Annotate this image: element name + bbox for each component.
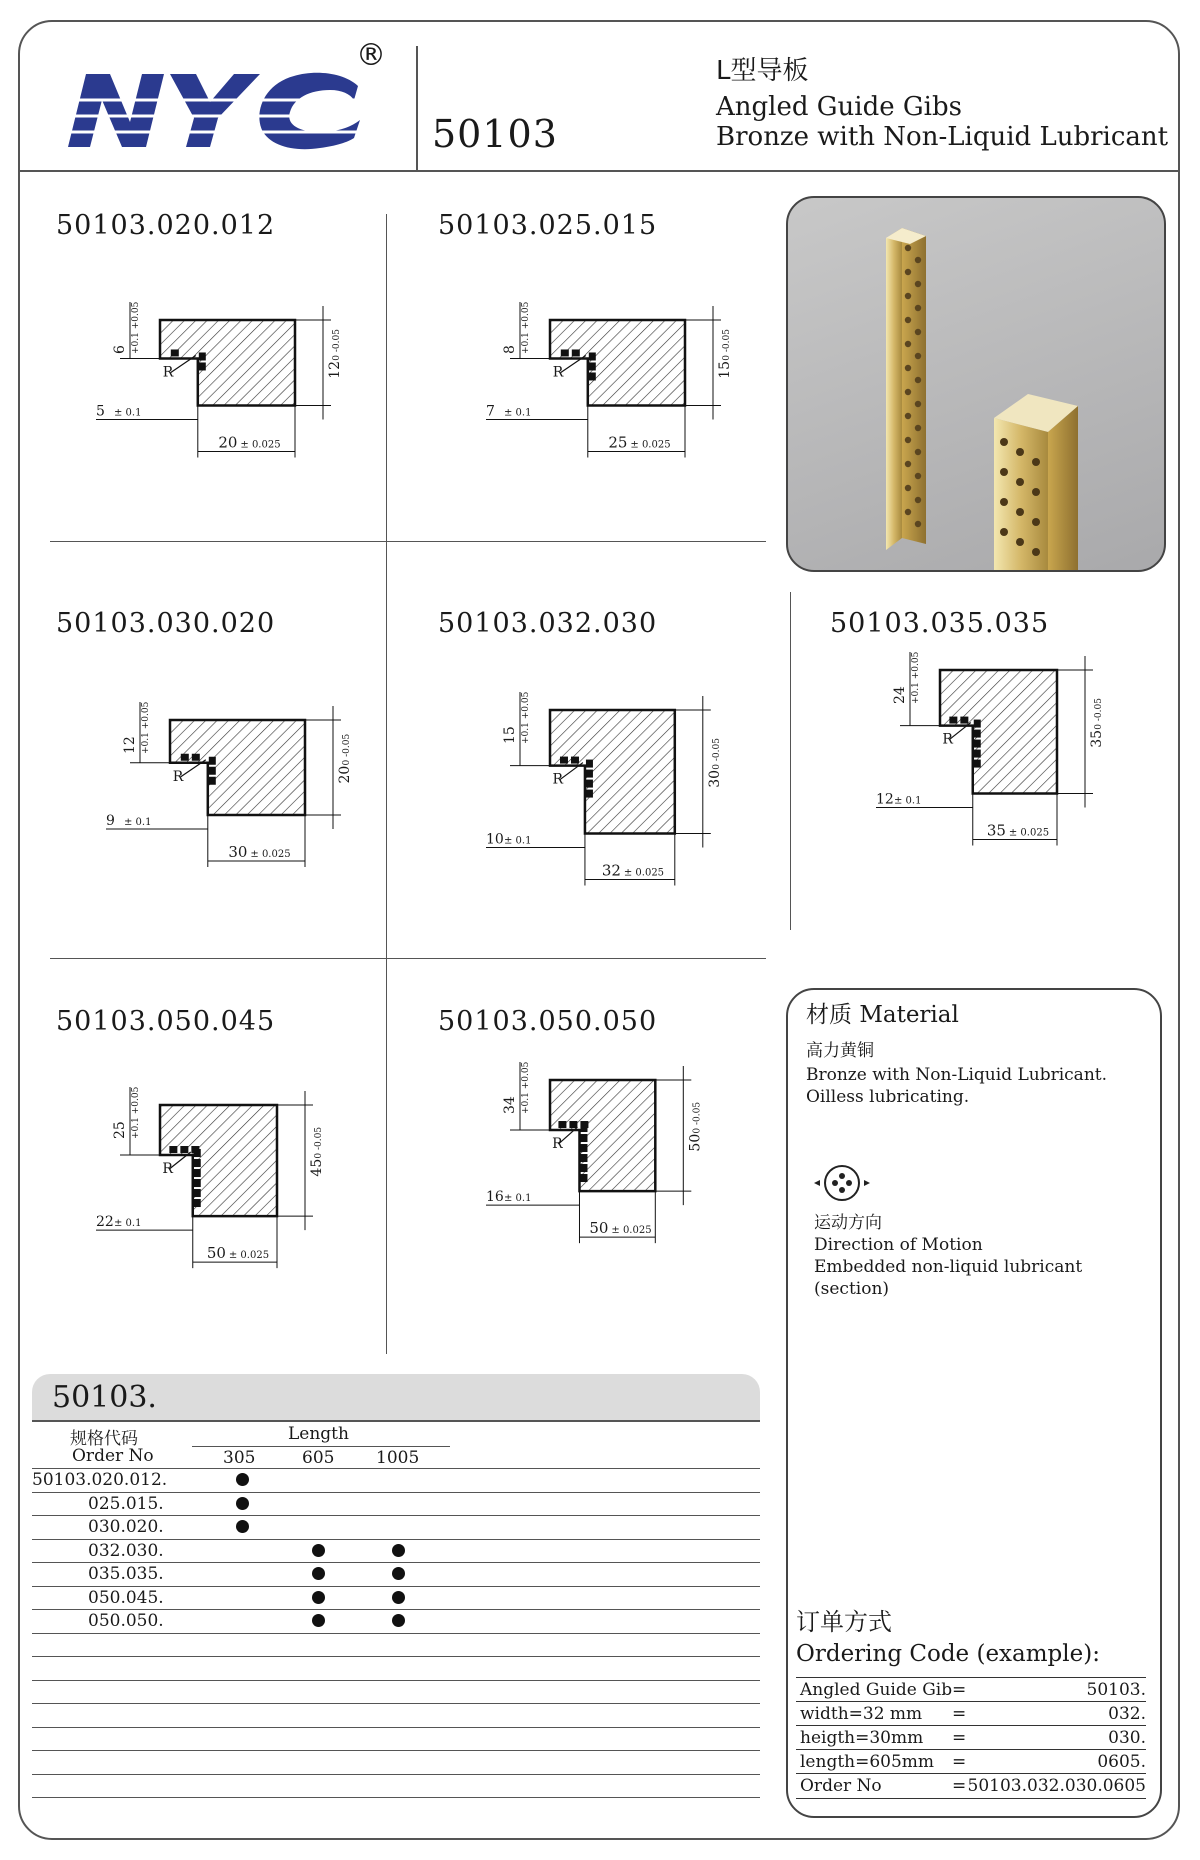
lubricant-plug — [915, 353, 921, 359]
width-value: 35 — [986, 821, 1006, 840]
availability-dot — [392, 1567, 405, 1580]
gib-profile — [550, 710, 675, 834]
depth-tol: +0.1 +0.05 — [521, 301, 531, 354]
col-length: Length — [288, 1424, 349, 1444]
table-rule — [32, 1703, 760, 1704]
lubricant-plug — [1032, 518, 1040, 526]
width-value: 32 — [601, 861, 621, 880]
radius-label: R — [942, 731, 953, 748]
height-value: 12 — [327, 360, 343, 379]
len-305: 305 — [223, 1448, 256, 1468]
availability-dot — [392, 1614, 405, 1627]
plug-mark — [580, 1121, 588, 1128]
profile-drawing-4 — [470, 690, 750, 920]
plug-mark — [169, 1146, 177, 1153]
lubricant-plug — [1016, 478, 1024, 486]
table-header-rule — [32, 1420, 760, 1422]
lubricant-plug — [915, 257, 921, 263]
depth-value: 6 — [112, 345, 128, 354]
plug-mark — [580, 1164, 587, 1172]
offset-tol: ± 0.1 — [114, 407, 142, 419]
lubricant-plug — [915, 329, 921, 335]
part-code-6: 50103.050.045 — [56, 1006, 276, 1037]
lubricant-plug — [905, 389, 911, 395]
plug-mark — [586, 780, 593, 788]
offset-tol: ± 0.1 — [894, 795, 922, 807]
table-rule — [32, 1750, 760, 1751]
ordering-rule — [796, 1773, 1146, 1774]
embedded-lubricant: Embedded non-liquid lubricant — [814, 1257, 1083, 1277]
profile-svg — [80, 300, 343, 510]
lubricant-plug — [905, 341, 911, 347]
gib-profile — [940, 670, 1057, 794]
ordering-row-eq: = — [952, 1728, 967, 1748]
ordering-row-eq: = — [952, 1776, 967, 1796]
offset-value: 10 — [486, 831, 504, 848]
ordering-row-value: 50103.032.030.0605 — [967, 1776, 1146, 1796]
availability-dot — [312, 1614, 325, 1627]
lubricant-plug — [915, 281, 921, 287]
ordering-title-zh: 订单方式 — [796, 1608, 892, 1636]
lubricant-plug — [1032, 488, 1040, 496]
lubricant-plug — [915, 305, 921, 311]
offset-value: 16 — [486, 1189, 504, 1206]
table-rule — [32, 1727, 760, 1728]
width-value: 25 — [608, 433, 628, 452]
ordering-row-label: Angled Guide Gib — [800, 1680, 953, 1700]
part-code-2: 50103.025.015 — [438, 210, 658, 241]
width-tol: ± 0.025 — [228, 1250, 270, 1262]
plug-mark — [194, 1169, 201, 1177]
title-zh: L型导板 — [716, 56, 809, 86]
width-tol: ± 0.025 — [240, 439, 281, 451]
plug-mark — [589, 372, 596, 380]
lubricant-plug — [1000, 438, 1008, 446]
direction-of-motion-icon — [812, 1162, 872, 1208]
radius-label: R — [552, 364, 564, 381]
len-1005: 1005 — [376, 1448, 420, 1468]
plug-mark — [580, 1154, 587, 1162]
plug-mark — [589, 352, 596, 360]
table-row-code: 50103.020.012. — [32, 1470, 168, 1490]
depth-tol: +0.1 +0.05 — [521, 691, 531, 744]
offset-tol: ± 0.1 — [124, 817, 152, 828]
plug-mark — [586, 790, 593, 798]
brand-logo — [58, 42, 388, 162]
plug-mark — [194, 1159, 201, 1167]
lubricant-plug — [905, 437, 911, 443]
lubricant-plug — [905, 461, 911, 467]
offset-tol: ± 0.1 — [114, 1218, 142, 1230]
table-rule — [32, 1468, 760, 1469]
plug-mark — [561, 349, 569, 356]
lubricant-plug — [915, 401, 921, 407]
availability-dot — [312, 1591, 325, 1604]
table-row-code: 030.020. — [88, 1517, 164, 1537]
depth-value: 34 — [502, 1096, 518, 1114]
availability-dot — [312, 1544, 325, 1557]
availability-dot — [392, 1544, 405, 1557]
lubricant-plug — [1016, 538, 1024, 546]
table-row-code: 025.015. — [88, 1493, 164, 1514]
profile-drawing-3 — [90, 700, 380, 920]
plug-mark — [960, 717, 968, 724]
height-tol: 0 -0.05 — [1094, 698, 1104, 730]
grid-vline-2 — [790, 592, 791, 930]
gib-profile — [160, 1105, 277, 1216]
radius-label: R — [552, 1136, 563, 1153]
offset-tol: ± 0.1 — [504, 407, 532, 419]
plug-mark — [199, 362, 206, 370]
offset-value: 22 — [96, 1214, 114, 1231]
plug-mark — [209, 757, 216, 765]
lubricant-plug — [905, 293, 911, 299]
material-desc-1: Bronze with Non-Liquid Lubricant. — [806, 1065, 1108, 1085]
width-value: 30 — [228, 843, 248, 861]
profile-svg — [80, 1085, 360, 1325]
lubricant-plug — [915, 425, 921, 431]
depth-value: 25 — [112, 1121, 128, 1139]
plug-mark — [180, 1146, 188, 1153]
table-rule — [32, 1609, 760, 1610]
radius-label: R — [172, 768, 184, 785]
profile-svg — [470, 1060, 760, 1310]
lubricant-plug — [905, 245, 911, 251]
part-code-3: 50103.030.020 — [56, 608, 276, 639]
depth-tol: +0.1 +0.05 — [521, 1061, 531, 1114]
profile-drawing-5 — [860, 650, 1130, 890]
table-row-code: 035.035. — [88, 1564, 164, 1584]
depth-value: 8 — [502, 345, 518, 354]
table-rule — [32, 1539, 760, 1540]
plug-mark — [586, 760, 593, 768]
ordering-rule — [796, 1798, 1146, 1799]
depth-tol: +0.1 +0.05 — [141, 701, 151, 754]
table-rule — [32, 1515, 760, 1516]
availability-dot — [392, 1591, 405, 1604]
lubricant-plug — [905, 413, 911, 419]
grid-hline-2 — [50, 958, 766, 959]
lubricant-plug — [905, 269, 911, 275]
table-rule — [32, 1797, 760, 1798]
profile-drawing-6 — [80, 1085, 360, 1325]
plug-mark — [194, 1189, 201, 1197]
gib-profile — [160, 320, 295, 406]
plug-mark — [974, 720, 981, 728]
lubricant-plug — [905, 365, 911, 371]
lubricant-plug — [915, 473, 921, 479]
lubricant-plug — [1016, 508, 1024, 516]
plug-mark — [209, 777, 216, 785]
material-name-zh: 高力黄铜 — [806, 1041, 874, 1061]
height-value: 20 — [337, 765, 353, 784]
profile-svg — [470, 300, 750, 510]
height-value: 45 — [309, 1158, 325, 1177]
material-title-zh: 材质 — [806, 1002, 852, 1028]
ordering-row-eq: = — [952, 1680, 967, 1700]
ordering-row-label: width=32 mm — [800, 1704, 923, 1724]
height-tol: 0 -0.05 — [692, 1101, 703, 1134]
ordering-row-label: Order No — [800, 1776, 882, 1796]
height-value: 35 — [1089, 729, 1105, 748]
plug-mark — [580, 1144, 587, 1152]
plug-mark — [586, 770, 593, 778]
part-code-1: 50103.020.012 — [56, 210, 276, 241]
motion-zh: 运动方向 — [814, 1213, 882, 1233]
availability-dot — [236, 1520, 249, 1533]
plug-mark — [558, 1121, 566, 1128]
height-value: 30 — [706, 769, 723, 788]
table-rule — [32, 1680, 760, 1681]
plug-mark — [589, 362, 596, 370]
radius-label: R — [162, 1161, 173, 1178]
section-note: (section) — [814, 1279, 890, 1299]
ordering-row-label: length=605mm — [800, 1752, 935, 1772]
gib-profile — [170, 720, 305, 815]
plug-mark — [974, 730, 981, 738]
availability-dot — [312, 1567, 325, 1580]
series-number: 50103 — [432, 112, 558, 156]
lubricant-plug — [915, 497, 921, 503]
offset-value: 5 — [96, 403, 105, 420]
offset-tol: ± 0.1 — [504, 1193, 532, 1205]
header-separator — [416, 46, 418, 170]
profile-drawing-7 — [470, 1060, 760, 1310]
gib-profile — [550, 1080, 655, 1191]
table-rule — [32, 1774, 760, 1775]
offset-value: 9 — [106, 813, 115, 829]
part-code-4: 50103.032.030 — [438, 608, 658, 639]
table-rule — [32, 1562, 760, 1563]
part-code-7: 50103.050.050 — [438, 1006, 658, 1037]
plug-mark — [181, 754, 189, 761]
lubricant-plug — [905, 485, 911, 491]
plug-mark — [191, 1146, 199, 1153]
height-tol: 0 -0.05 — [332, 329, 342, 361]
offset-value: 7 — [486, 403, 495, 420]
width-value: 50 — [589, 1219, 609, 1238]
plug-mark — [580, 1174, 587, 1182]
availability-dot — [236, 1473, 249, 1486]
lubricant-plug — [915, 449, 921, 455]
profile-drawing-2 — [470, 300, 750, 510]
length-rule — [192, 1446, 450, 1447]
depth-value: 24 — [892, 686, 908, 704]
ordering-row-value: 50103. — [1086, 1680, 1146, 1700]
lubricant-plug — [1032, 458, 1040, 466]
material-desc-2: Oilless lubricating. — [806, 1087, 970, 1107]
depth-value: 15 — [502, 726, 518, 744]
part-code-5: 50103.035.035 — [830, 608, 1050, 639]
lubricant-plug — [1032, 548, 1040, 556]
ordering-rule — [796, 1749, 1146, 1750]
plug-mark — [580, 1134, 587, 1142]
ordering-row-value: 030. — [1108, 1728, 1146, 1748]
lubricant-plug — [915, 377, 921, 383]
plug-mark — [974, 740, 981, 748]
depth-tol: +0.1 +0.05 — [911, 651, 921, 704]
ordering-rule — [796, 1677, 1146, 1678]
table-rule — [32, 1492, 760, 1493]
ordering-row-value: 0605. — [1097, 1752, 1146, 1772]
col-order-en: Order No — [72, 1446, 154, 1466]
depth-value: 12 — [122, 736, 138, 754]
plug-mark — [974, 760, 981, 768]
table-title: 50103. — [52, 1380, 157, 1415]
height-value: 50 — [687, 1133, 704, 1152]
availability-dot — [236, 1497, 249, 1510]
table-row-code: 050.045. — [88, 1587, 164, 1608]
material-panel — [786, 988, 1162, 1818]
motion-en: Direction of Motion — [814, 1235, 983, 1255]
plug-mark — [192, 754, 200, 761]
width-tol: ± 0.025 — [630, 439, 671, 451]
width-value: 50 — [206, 1244, 226, 1263]
height-value: 15 — [717, 360, 733, 379]
plug-mark — [194, 1199, 201, 1207]
ordering-row-label: heigth=30mm — [800, 1728, 924, 1748]
ordering-rule — [796, 1725, 1146, 1726]
product-photo — [786, 196, 1166, 572]
header-divider — [18, 170, 1180, 172]
lubricant-plug — [1000, 528, 1008, 536]
lubricant-plug — [915, 521, 921, 527]
plug-mark — [572, 349, 580, 356]
radius-label: R — [162, 364, 174, 381]
table-rule — [32, 1586, 760, 1587]
width-tol: ± 0.025 — [1008, 827, 1050, 839]
ordering-row-eq: = — [952, 1752, 967, 1772]
ordering-row-value: 032. — [1108, 1704, 1146, 1724]
width-tol: ± 0.025 — [623, 867, 665, 879]
lubricant-plug — [1000, 498, 1008, 506]
height-tol: 0 -0.05 — [722, 329, 732, 361]
table-rule — [32, 1656, 760, 1657]
lubricant-plug — [905, 317, 911, 323]
col-order-zh: 规格代码 — [70, 1429, 138, 1449]
registered-mark: ® — [356, 38, 386, 73]
plug-mark — [199, 352, 206, 360]
material-title-en: Material — [859, 1002, 959, 1028]
table-rule — [32, 1633, 760, 1634]
depth-tol: +0.1 +0.05 — [131, 301, 141, 354]
plug-mark — [571, 757, 579, 764]
profile-svg — [90, 700, 380, 920]
table-row-code: 032.030. — [88, 1540, 164, 1561]
grid-hline-1 — [50, 541, 766, 542]
lubricant-plug — [905, 509, 911, 515]
len-605: 605 — [302, 1448, 335, 1468]
lubricant-plug — [1000, 468, 1008, 476]
title-en-line1: Angled Guide Gibs — [716, 92, 962, 122]
height-tol: 0 -0.05 — [711, 738, 722, 770]
ordering-rule — [796, 1701, 1146, 1702]
ordering-row-eq: = — [952, 1704, 967, 1724]
gib-profile — [550, 320, 685, 406]
plug-mark — [171, 349, 179, 356]
profile-svg — [470, 690, 750, 920]
grid-vline-1 — [386, 214, 387, 1354]
width-tol: ± 0.025 — [250, 849, 291, 860]
profile-drawing-1 — [80, 300, 343, 510]
ordering-title-en: Ordering Code (example): — [796, 1641, 1100, 1667]
table-row-code: 050.050. — [88, 1611, 164, 1631]
width-tol: ± 0.025 — [611, 1225, 652, 1237]
plug-mark — [194, 1179, 201, 1187]
plug-mark — [560, 757, 568, 764]
plug-mark — [209, 767, 216, 775]
width-value: 20 — [218, 433, 238, 452]
offset-tol: ± 0.1 — [504, 835, 532, 847]
title-en-line2: Bronze with Non-Liquid Lubricant — [716, 122, 1169, 152]
offset-value: 12 — [876, 791, 894, 808]
plug-mark — [949, 717, 957, 724]
profile-svg — [860, 650, 1130, 890]
plug-mark — [569, 1121, 577, 1128]
plug-mark — [974, 750, 981, 758]
lubricant-plug — [1016, 448, 1024, 456]
height-tol: 0 -0.05 — [314, 1126, 324, 1159]
radius-label: R — [552, 771, 564, 788]
height-tol: 0 -0.05 — [342, 733, 352, 766]
depth-tol: +0.1 +0.05 — [131, 1086, 141, 1139]
